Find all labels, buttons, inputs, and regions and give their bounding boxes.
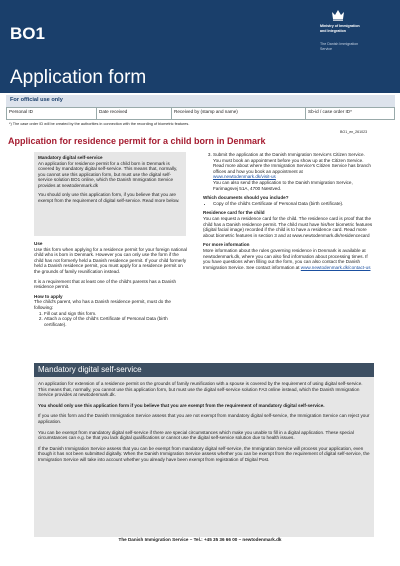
apply-steps-continued <box>203 152 373 191</box>
requirement-text: It is a requirement that at least one of the child's parents has a Danish residence permit. <box>34 278 177 290</box>
form-title: Application form <box>10 67 147 88</box>
use-text: Use this form when applying for a residence permit for your foreign national child who is born in Denmark. However you can only use the form if the child has not formerly held a Danish residence permit. If your child formerly held a Danish residence permit, you must apply for a residence permit on the grounds of family reunification instead. <box>34 246 187 274</box>
mds-paragraph-4: You can be exempt from mandatory digital self-service if there are special circumstances which make you unable to fill in a digital application. These special circumstances can e.g. be that you lack digital qualifications or cannot use the digital self-service solution due to health issues. <box>38 429 354 441</box>
apply-steps <box>34 311 189 328</box>
step-1: 1. Fill out and sign this form. <box>44 311 189 317</box>
personal-id-field[interactable]: Personal ID <box>7 108 97 120</box>
step-3-more: You can also send the application to the Danish Immigration Service, Farimagsvej 51A, 4700 Næstved. <box>213 179 353 191</box>
more-info-body: More information about the rules governing residence in Denmark is available at newtodenmark.dk, where you can also find information about processing times. If you have questions when filling out the form, you can also contact the Danish Immigration Service. See contact information at <box>203 247 368 270</box>
documents-item: • Copy of the child's Certificate of Personal Data (birth certificate). <box>213 201 373 207</box>
date-received-field[interactable]: Date received <box>97 108 172 120</box>
how-to-apply-heading: How to apply <box>34 293 63 299</box>
ministry-name: Ministry of Immigration and Integration <box>320 24 360 33</box>
visit-us-link[interactable]: www.newtodenmark.dk/visit-us <box>213 174 276 180</box>
residence-card-heading: Residence card for the child <box>203 210 265 216</box>
header-band <box>0 0 400 93</box>
official-use-section <box>6 95 395 128</box>
crown-crest-icon <box>331 9 345 21</box>
case-order-id-field[interactable]: Sb-id / case order ID* <box>306 108 395 120</box>
application-title: Application for residence permit for a child born in Denmark <box>8 136 266 146</box>
mandatory-box-text: An application for residence permit for a child born in Denmark is covered by mandatory digital self-service. This means that, normally, you cannot use this application form, but must use the digital self-service solution BO1 online, which the Danish Immigration Service provides at newtodenmark.dk <box>38 160 178 188</box>
official-use-table <box>6 107 395 120</box>
official-use-note: *) The case order ID will be created by the authorities in connection with the recording of biometric features. <box>9 122 190 126</box>
use-heading: Use <box>34 241 43 246</box>
more-info-heading: For more information <box>203 242 250 248</box>
documents-heading: Which documents should you include? <box>203 195 289 201</box>
mds-paragraph-5: If the Danish Immigration Service assess that you can be exempt from mandatory digital self-service, the Immigration Service will process your application, even though it has not been submitted digitally. When the Danish Immigration Service assess whether you can be exempt from the requirement of digital self-service, the Immigration Service will take into account whether you already have been exempt from registration of Digital Post. <box>38 445 370 462</box>
more-info-text <box>203 248 373 270</box>
mds-paragraph-2: You should only use this application form if you believe that you are exempt from the requirement of mandatory digital self-service. <box>38 402 325 408</box>
form-reference: BO1_en_261023 <box>340 130 368 134</box>
how-to-apply-intro: The child's parent, who has a Danish residence permit, must do the following: <box>34 299 171 310</box>
residence-card-text <box>203 216 373 238</box>
footer: The Danish Immigration Service – Tel.: +45 35 36 66 00 – newtodenmark.dk <box>118 537 282 542</box>
official-use-heading: For official use only <box>6 95 395 107</box>
mds-paragraph-1: An application for extension of a residence permit on the grounds of family reunification with a spouse is covered by the requirement of using digital self-service. This means that, normally, you cannot use this application form, but must use the digital self-service solution FA3 online instead, which the Danish Immigration Service provides at newtodenmark.dk. <box>38 381 363 398</box>
received-by-field[interactable]: Received by (stamp and name) <box>172 108 306 120</box>
residence-card-body: You can request a residence card for the child. The residence card is proof that the child has a Danish residence permit. The child must have his/her biometric features (digital facial image) recorded if the child is to have a residence card. Read more about biometric features in section 3 and at <box>203 215 373 238</box>
step-2: 2. Attach a copy of the child's Certificate of Personal Data (birth certificate). <box>44 316 189 327</box>
step-3-text: Submit the application at the Danish Immigration Service's Citizen Service. You must book an appointment before you show up at the Citizen Service. Read more about where the Immigration Service's Citizen Service has branch offices and how you book an appointment at <box>213 152 371 174</box>
contact-us-link[interactable]: www.newtodenmark.dk/contact-us <box>300 264 371 270</box>
left-column <box>34 241 189 327</box>
mds-section <box>34 377 374 537</box>
documents-list <box>203 201 373 207</box>
residence-card-link[interactable]: www.newtodenmark.dk/residencecard <box>292 232 370 238</box>
mandatory-box-heading: Mandatory digital self-service <box>38 155 103 160</box>
step-3 <box>213 152 373 191</box>
mandatory-digital-box <box>34 152 186 236</box>
service-name: The Danish Immigration Service <box>320 42 359 51</box>
mandatory-box-note: You should only use this application form, if you believe that you are exempt from the requirement of digital self-service. Read more below. <box>38 192 180 203</box>
right-column <box>203 152 373 274</box>
mds-paragraph-3: If you use this form and the Danish Immigration Service assess that you are not exempt from mandatory digital self-service, the Immigration Service can reject your application. <box>38 413 370 424</box>
mds-heading: Mandatory digital self-service <box>34 363 374 377</box>
form-code: BO1 <box>10 24 45 43</box>
